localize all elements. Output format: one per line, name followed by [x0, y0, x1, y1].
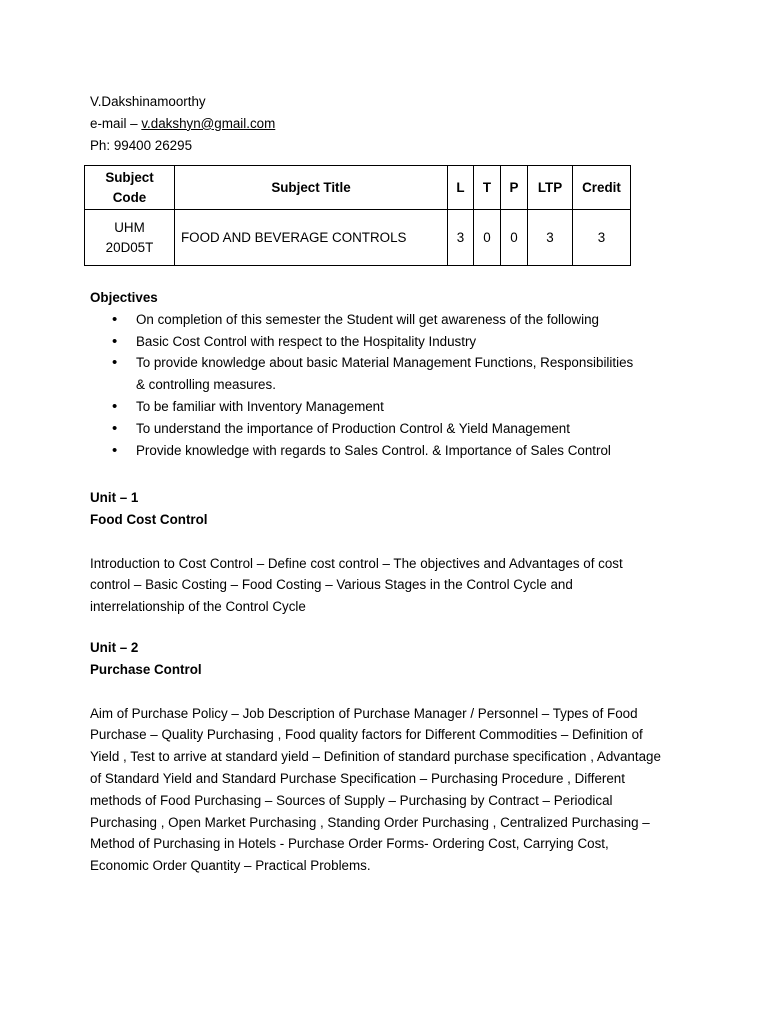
email-link[interactable]: v.dakshyn@gmail.com	[141, 115, 276, 131]
cell-credit: 3	[573, 210, 631, 266]
table-header-row	[85, 166, 631, 210]
cell-ltp: 3	[528, 210, 573, 266]
author-name: V.Dakshinamoorthy	[90, 94, 206, 109]
cell-p: 0	[501, 210, 528, 266]
unit-1-label: Unit – 1	[90, 490, 139, 505]
cell-subject-code: UHM 20D05T	[85, 210, 175, 266]
cell-subject-title: FOOD AND BEVERAGE CONTROLS	[175, 210, 448, 266]
unit-2-title: Purchase Control	[90, 661, 202, 677]
list-item: • Basic Cost Control with respect to the Hospitality Industry	[90, 331, 690, 353]
header-t: T	[474, 166, 501, 210]
list-item: • On completion of this semester the Student will get awareness of the following	[90, 309, 690, 331]
unit-1-title: Food Cost Control	[90, 511, 208, 527]
header-subject-title: Subject Title	[175, 166, 448, 210]
header-subject-code: Subject Code	[85, 166, 175, 210]
header-p: P	[501, 166, 528, 210]
cell-l: 3	[448, 210, 474, 266]
list-item: • Provide knowledge with regards to Sales Control. & Importance of Sales Control	[90, 440, 690, 462]
subject-table	[84, 165, 631, 266]
author-block	[90, 91, 275, 156]
author-email-line	[90, 113, 275, 135]
table-row	[85, 210, 631, 266]
author-phone: Ph: 99400 26295	[90, 137, 193, 153]
objectives-heading: Objectives	[90, 290, 158, 305]
list-item: • To understand the importance of Production Control & Yield Management	[90, 418, 690, 440]
email-label: e-mail –	[90, 115, 142, 131]
header-credit: Credit	[573, 166, 631, 210]
list-item: • To provide knowledge about basic Material Management Functions, Responsibilities & controlling measures.	[90, 352, 690, 396]
unit-2-body: Aim of Purchase Policy – Job Description of Purchase Manager / Personnel – Types of Food Purchase – Quality Purchasing , Food quality factors for Different Commodities – Definition of Yield , Test to arrive at standard yield – Definition of standard purchase specification , Advantage of Standard Yield and Standard Purchase Specification – Purchasing Procedure , Different methods of Food Purchasing – Sources of Supply – Purchasing by Contract – Periodical Purchasing , Open Market Purchasing , Standing Order Purchasing , Centralized Purchasing – Method of Purchasing in Hotels - Purchase Order Forms- Ordering Cost, Carrying Cost, Economic Order Quantity – Practical Problems.	[90, 705, 661, 874]
list-item: • To be familiar with Inventory Management	[90, 396, 690, 418]
unit-2-label: Unit – 2	[90, 640, 139, 655]
unit-1-section	[90, 487, 655, 618]
objectives-list	[90, 309, 690, 462]
header-ltp: LTP	[528, 166, 573, 210]
objectives-section	[90, 287, 690, 461]
unit-1-body: Introduction to Cost Control – Define cost control – The objectives and Advantages of cost control – Basic Costing – Food Costing – Various Stages in the Control Cycle and interrelationship of the Control Cycle	[90, 555, 623, 615]
header-l: L	[448, 166, 474, 210]
cell-t: 0	[474, 210, 501, 266]
unit-2-section	[90, 637, 670, 877]
